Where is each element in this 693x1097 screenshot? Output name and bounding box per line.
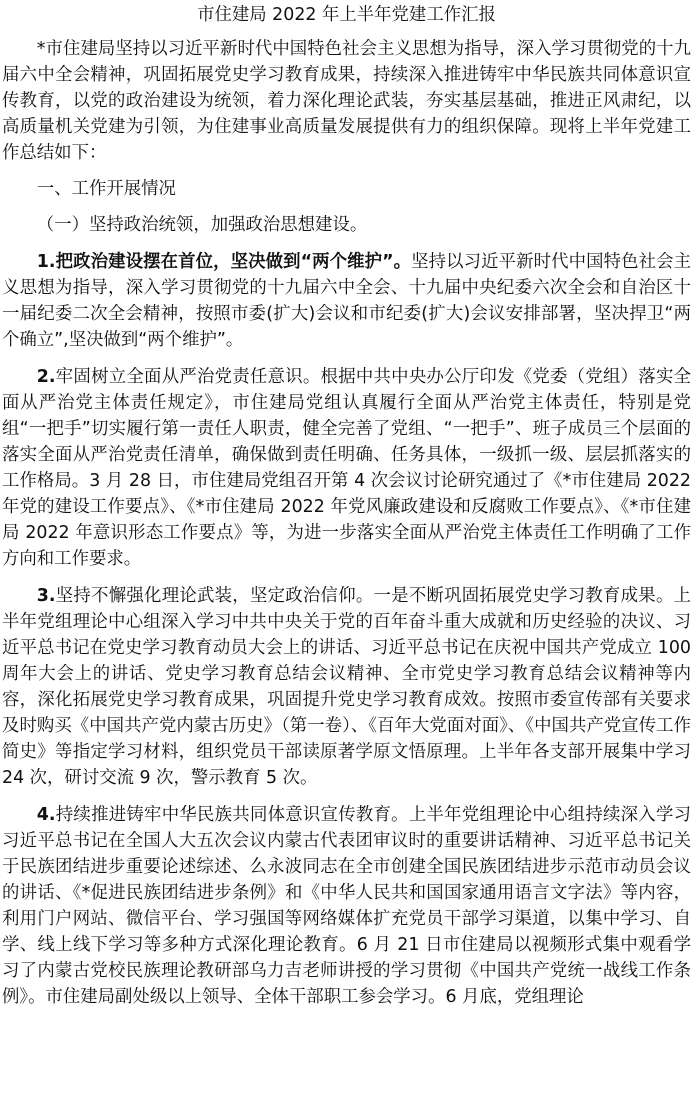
item-lead: 把政治建设摆在首位，坚决做到“两个维护”。: [55, 252, 412, 272]
item-text: 坚持以习近平新时代中国特色社会主义思想为指导，深入学习贯彻党的十九届六中全会、十九届中央纪委六次全会和自治区十一届纪委二次全会精神，按照市委(扩大)会议和市纪委(扩大)会议安排部署，坚决捍卫“两个确立”,坚决做到“两个维护”。: [2, 252, 691, 350]
item-text: 牢固树立全面从严治党责任意识。根据中共中央办公厅印发《党委（党组）落实全面从严治党主体责任规定》，市住建局党组认真履行全面从严治党主体责任，特别是党组“一把手”切实履行第一责任人职责，健全完善了党组、“一把手”、班子成员三个层面的落实全面从严治党责任清单，确保做到责任明确、任务具体，一级抓一级、层层抓落实的工作格局。3 月 28 日，市住建局党组召开第 4 次会议讨论研究通过了《*市住建局 2022 年党的建设工作要点》、《*市住建局 2022 年党风廉政建设和反腐败工作要点》、《*市住建局 2022 年意识形态工作要点》等，为进一步落实全面从严治党主体责任工作明确了工作方向和工作要求。: [2, 367, 691, 569]
item-number: 2.: [36, 367, 56, 387]
document-title: 市住建局 2022 年上半年党建工作汇报: [197, 5, 496, 25]
item-number: 1.: [36, 252, 56, 272]
item-paragraph-4: [2, 802, 691, 1010]
item-paragraph-1: [2, 249, 691, 353]
item-number: 4.: [36, 805, 56, 825]
item-paragraph-3: [2, 583, 691, 791]
item-text: 坚持不懈强化理论武装，坚定政治信仰。一是不断巩固拓展党史学习教育成果。上半年党组理论中心组深入学习中共中央关于党的百年奋斗重大成就和历史经验的决议、习近平总书记在党史学习教育动员大会上的讲话、习近平总书记在庆祝中国共产党成立 100 周年大会上的讲话、党史学习教育总结会议精神、全市党史学习教育总结会议精神等内容，深化拓展党史学习教育成果，巩固提升党史学习教育成效。按照市委宣传部有关要求及时购买《中国共产党内蒙古历史》（第一卷）、《百年大党面对面》、《中国共产党宣传工作简史》等指定学习材料，组织党员干部读原著学原文悟原理。上半年各支部开展集中学习 24 次，研讨交流 9 次，警示教育 5 次。: [2, 586, 691, 788]
subsection-heading: （一）坚持政治统领，加强政治思想建设。: [36, 215, 368, 235]
section-heading: 一、工作开展情况: [36, 179, 176, 199]
item-number: 3.: [36, 586, 56, 606]
intro-paragraph: *市住建局坚持以习近平新时代中国特色社会主义思想为指导，深入学习贯彻党的十九届六中全会精神，巩固拓展党史学习教育成果，持续深入推进铸牢中华民族共同体意识宣传教育，以党的政治建设为统领，着力深化理论武装，夯实基层基础，推进正风肃纪，以高质量机关党建为引领，为住建事业高质量发展提供有力的组织保障。现将上半年党建工作总结如下：: [2, 39, 691, 163]
item-text: 持续推进铸牢中华民族共同体意识宣传教育。上半年党组理论中心组持续深入学习习近平总书记在全国人大五次会议内蒙古代表团审议时的重要讲话精神、习近平总书记关于民族团结进步重要论述综述、么永波同志在全市创建全国民族团结进步示范市动员会议的讲话、《*促进民族团结进步条例》和《中华人民共和国国家通用语言文字法》等内容，利用门户网站、微信平台、学习强国等网络媒体扩充党员干部学习渠道，以集中学习、自学、线上线下学习等多种方式深化理论教育。6 月 21 日市住建局以视频形式集中观看学习了内蒙古党校民族理论教研部乌力吉老师讲授的学习贯彻《中国共产党统一战线工作条例》。市住建局副处级以上领导、全体干部职工参会学习。6 月底，党组理论: [2, 805, 691, 1007]
item-paragraph-2: [2, 364, 691, 572]
